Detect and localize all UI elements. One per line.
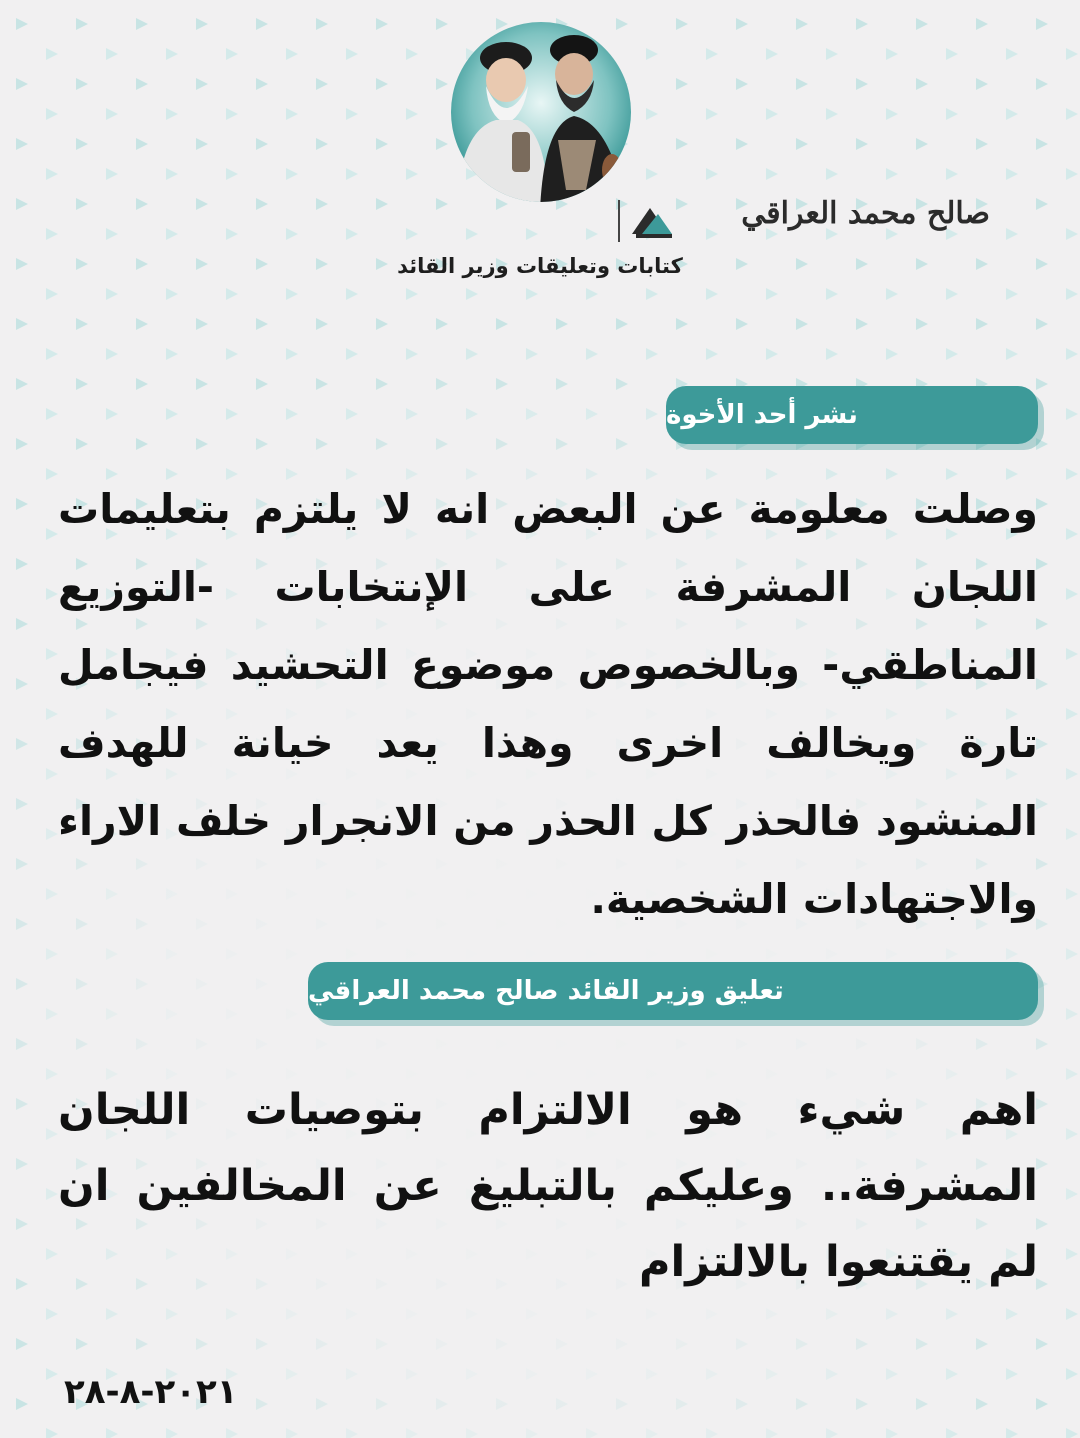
- post-date: ٢٠٢١-٨-٢٨: [64, 1372, 238, 1412]
- header-subtitle: كتابات وتعليقات وزير القائد: [397, 254, 683, 278]
- post-label-badge: [666, 386, 1038, 444]
- comment-label-text: تعليق وزير القائد صالح محمد العراقي: [308, 976, 784, 1006]
- post-label-text: نشر أحد الأخوة: [666, 400, 858, 430]
- post-body-text: وصلت معلومة عن البعض انه لا يلتزم بتعليمات اللجان المشرفة على الإنتخابات -التوزيع المناطقي- وبالخصوص موضوع التحشيد فيجامل تارة ويخالف اخرى وهذا يعد خيانة للهدف المنشود فالحذر كل الحذر من الانجرار خلف الاراء والاجتهادات الشخصية.: [58, 485, 1038, 923]
- comment-label-badge: [308, 962, 1038, 1020]
- brand-calligraphy: صالح محمد العراقي: [741, 196, 990, 231]
- header-portrait: [436, 20, 646, 210]
- comment-body-text: اهم شيء هو الالتزام بتوصيات اللجان المشرفة.. وعليكم بالتبليغ عن المخالفين ان لم يقتنعوا بالالتزام: [58, 1085, 1038, 1287]
- brand-logo: [412, 190, 682, 250]
